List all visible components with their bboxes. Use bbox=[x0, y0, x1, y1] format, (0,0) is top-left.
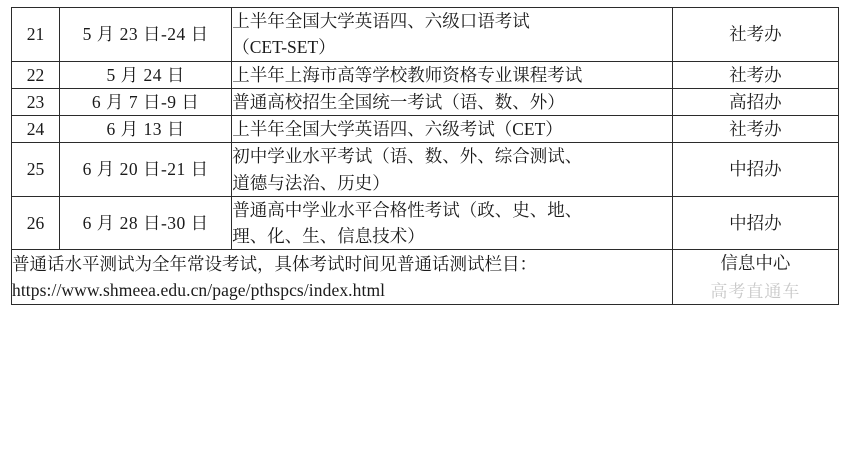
exam-name-line: 初中学业水平考试（语、数、外、综合测试、 bbox=[232, 146, 583, 167]
footer-note bbox=[12, 250, 673, 305]
table-footer-row bbox=[12, 250, 839, 305]
table-row bbox=[12, 8, 839, 62]
row-exam-name bbox=[232, 61, 673, 88]
row-exam-name bbox=[232, 88, 673, 115]
row-organizer: 高招办 bbox=[672, 88, 838, 115]
exam-name-line: （CET-SET） bbox=[232, 37, 336, 58]
row-exam-name bbox=[232, 143, 673, 197]
row-date: 6 月 20 日-21 日 bbox=[60, 143, 232, 197]
exam-name-line: 理、化、生、信息技术） bbox=[232, 226, 425, 246]
exam-name-line: 上半年全国大学英语四、六级口语考试 bbox=[232, 11, 530, 31]
exam-schedule-table bbox=[11, 7, 839, 305]
row-date: 5 月 23 日-24 日 bbox=[60, 8, 232, 62]
footer-organizer bbox=[672, 250, 838, 305]
row-number: 26 bbox=[12, 196, 60, 250]
row-number: 21 bbox=[12, 8, 60, 62]
watermark-label: 高考直通车 bbox=[710, 281, 801, 301]
row-exam-name bbox=[232, 196, 673, 250]
row-number: 25 bbox=[12, 143, 60, 197]
row-organizer: 中招办 bbox=[672, 196, 838, 250]
table-row bbox=[12, 61, 839, 88]
row-organizer: 中招办 bbox=[672, 143, 838, 197]
row-date: 5 月 24 日 bbox=[60, 61, 232, 88]
footer-note-line: 普通话水平测试为全年常设考试，具体考试时间见普通话测试栏目： bbox=[12, 253, 537, 274]
row-number: 23 bbox=[12, 88, 60, 115]
table-body bbox=[12, 8, 839, 305]
row-date: 6 月 28 日-30 日 bbox=[60, 196, 232, 250]
exam-name-line: 上半年全国大学英语四、六级考试（CET） bbox=[232, 119, 563, 139]
table-row bbox=[12, 196, 839, 250]
table-row bbox=[12, 143, 839, 197]
row-organizer: 社考办 bbox=[672, 61, 838, 88]
row-date: 6 月 13 日 bbox=[60, 116, 232, 143]
row-organizer: 社考办 bbox=[672, 116, 838, 143]
row-number: 24 bbox=[12, 116, 60, 143]
exam-name-line: 普通高中学业水平合格性考试（政、史、地、 bbox=[232, 199, 583, 220]
exam-name-line: 普通高校招生全国统一考试（语、数、外） bbox=[232, 91, 565, 112]
exam-name-line: 道德与法治、历史） bbox=[232, 172, 390, 193]
row-organizer: 社考办 bbox=[672, 8, 838, 62]
table-row bbox=[12, 116, 839, 143]
document-page bbox=[0, 7, 849, 469]
row-date: 6 月 7 日-9 日 bbox=[60, 88, 232, 115]
table-row bbox=[12, 88, 839, 115]
exam-name-line: 上半年上海市高等学校教师资格专业课程考试 bbox=[232, 64, 583, 85]
row-exam-name bbox=[232, 8, 673, 62]
footer-note-url[interactable]: https://www.shmeea.edu.cn/page/pthspcs/index.html bbox=[12, 280, 386, 301]
row-exam-name bbox=[232, 116, 673, 143]
row-number: 22 bbox=[12, 61, 60, 88]
footer-organizer-label: 信息中心 bbox=[720, 253, 791, 274]
